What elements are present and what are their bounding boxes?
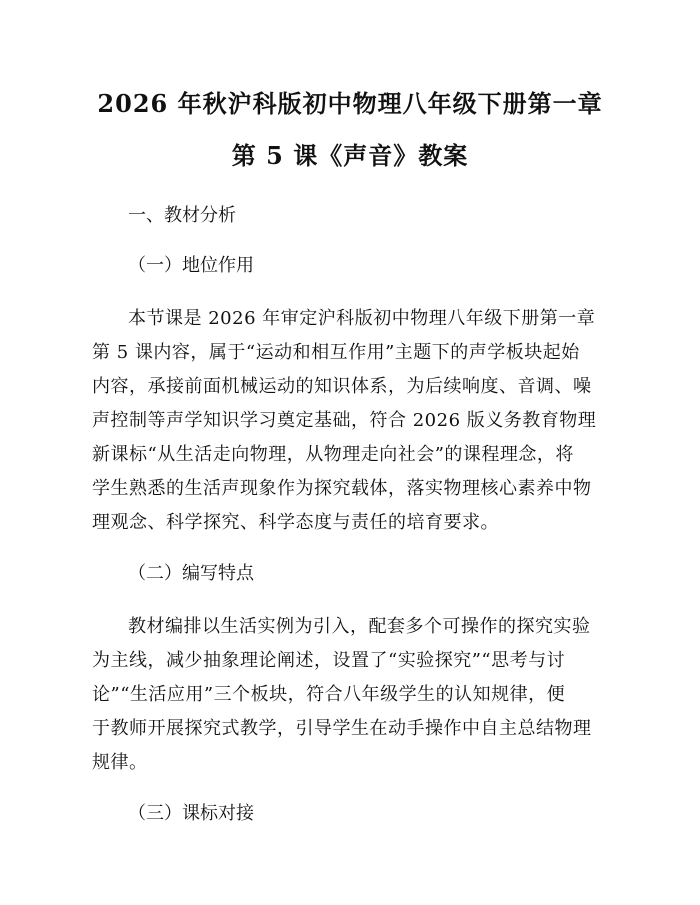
title-line-2: 第 5 课《声音》教案 (231, 141, 469, 170)
section-heading-textbook-analysis: 一、教材分析 (128, 205, 236, 226)
paragraph-line: 论”“生活应用”三个板块，符合八年级学生的认知规律，便 (92, 684, 566, 705)
subsection-heading-curriculum-alignment: （三）课标对接 (128, 803, 254, 824)
title-line-1: 2026 年秋沪科版初中物理八年级下册第一章 (97, 89, 603, 118)
paragraph-line: 为主线，减少抽象理论阐述，设置了“实验探究”“思考与讨 (92, 650, 566, 671)
subsection-heading-position-role: （一）地位作用 (128, 255, 254, 276)
paragraph-line: 内容，承接前面机械运动的知识体系，为后续响度、音调、噪 (92, 376, 592, 397)
paragraph-line: 本节课是 2026 年审定沪科版初中物理八年级下册第一章 (128, 308, 596, 329)
paragraph-line: 声控制等声学知识学习奠定基础，符合 2026 版义务教育物理 (92, 410, 597, 431)
document-title (92, 78, 608, 182)
paragraph-writing-features (92, 610, 608, 780)
paragraph-line: 新课标“从生活走向物理，从物理走向社会”的课程理念，将 (92, 444, 574, 465)
paragraph-line: 于教师开展探究式教学，引导学生在动手操作中自主总结物理 (92, 718, 592, 739)
paragraph-line: 学生熟悉的生活声现象作为探究载体，落实物理核心素养中物 (92, 478, 592, 499)
subsection-heading-writing-features: （二）编写特点 (128, 563, 254, 584)
paragraph-line: 规律。 (92, 752, 148, 773)
paragraph-line: 教材编排以生活实例为引入，配套多个可操作的探究实验 (128, 616, 591, 637)
paragraph-position-role (92, 302, 608, 540)
paragraph-line: 理观念、科学探究、科学态度与责任的培育要求。 (92, 512, 499, 533)
paragraph-line: 第 5 课内容，属于“运动和相互作用”主题下的声学板块起始 (92, 342, 580, 363)
